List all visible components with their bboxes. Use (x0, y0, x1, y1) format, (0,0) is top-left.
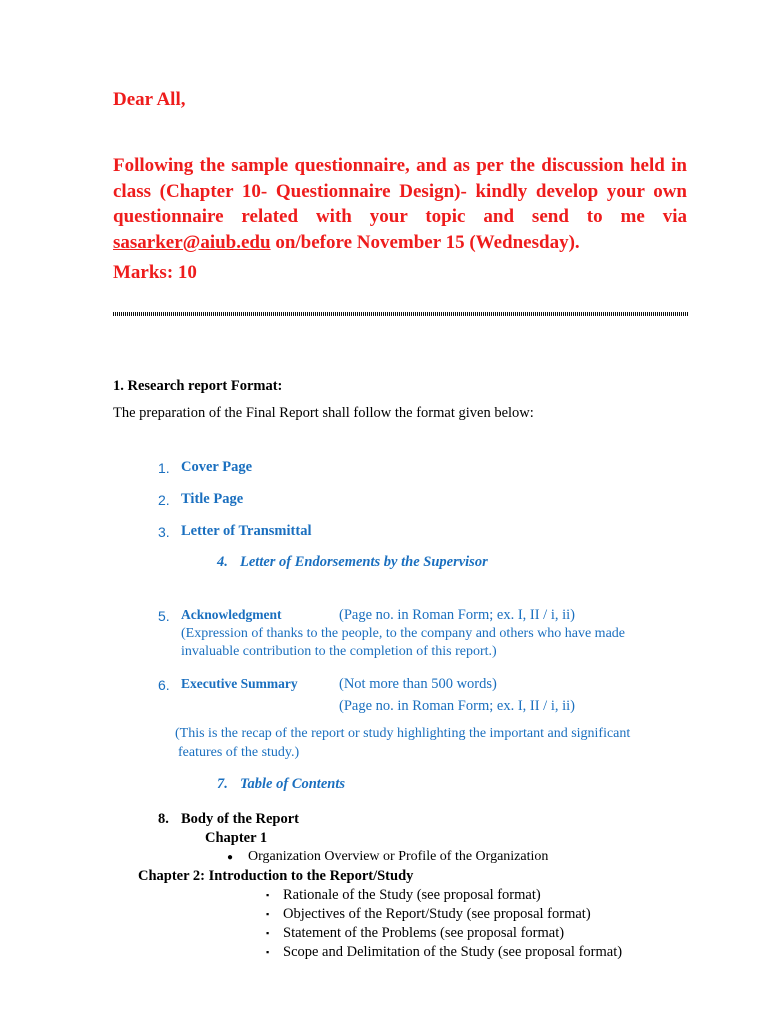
chapter-2-item: Rationale of the Study (see proposal format) (283, 887, 541, 903)
bullet-square-icon: ▪ (266, 909, 270, 919)
item-number: 5. (158, 608, 170, 624)
item-number: 4. (217, 554, 228, 570)
item-table-of-contents: Table of Contents (240, 776, 346, 792)
exec-word-limit: (Not more than 500 words) (339, 676, 497, 692)
bullet-square-icon: ▪ (266, 890, 270, 900)
chapter-1-title: Chapter 1 (205, 830, 268, 846)
chapter-2-item: Statement of the Problems (see proposal format) (283, 925, 565, 941)
notice-deadline: on/before November 15 (Wednesday). (270, 231, 580, 253)
email-link[interactable]: sasarker@aiub.edu (113, 231, 271, 253)
item-cover-page: Cover Page (181, 459, 252, 475)
ack-page-note: (Page no. in Roman Form; ex. I, II / i, ii) (339, 607, 575, 623)
item-body-of-report: Body of the Report (181, 811, 300, 827)
item-number: 7. (217, 776, 228, 792)
marks-text: Marks: 10 (113, 262, 197, 283)
item-number: 1. (158, 460, 170, 476)
exec-description-cont: features of the study.) (178, 745, 300, 760)
bullet-square-icon: ▪ (266, 928, 270, 938)
item-number: 6. (158, 677, 170, 693)
chapter-1-item: Organization Overview or Profile of the Organization (248, 849, 549, 864)
section-heading: 1. Research report Format: (113, 378, 283, 394)
divider-rule (113, 312, 688, 316)
chapter-2-item: Objectives of the Report/Study (see proposal format) (283, 906, 591, 922)
notice-text: Following the sample questionnaire, and as per the discussion held in class (Chapter 10- Questionnaire Design)- kindly develop your own questionnaire related with your topic and send to me via (113, 155, 687, 227)
ack-description: (Expression of thanks to the people, to the company and others who have made (181, 626, 625, 641)
item-number: 8. (158, 811, 169, 827)
bullet-square-icon: ▪ (266, 947, 270, 957)
item-title-page: Title Page (181, 491, 244, 507)
chapter-2-item: Scope and Delimitation of the Study (see proposal format) (283, 944, 623, 960)
item-number: 2. (158, 492, 170, 508)
item-number: 3. (158, 524, 170, 540)
exec-description: (This is the recap of the report or study highlighting the important and significant (175, 726, 631, 741)
exec-page-note: (Page no. in Roman Form; ex. I, II / i, ii) (339, 698, 575, 714)
section-intro: The preparation of the Final Report shall follow the format given below: (113, 405, 534, 421)
chapter-2-title: Chapter 2: Introduction to the Report/Study (138, 868, 414, 884)
assignment-notice (113, 153, 687, 255)
item-acknowledgment: Acknowledgment (181, 607, 282, 622)
item-letter-of-transmittal: Letter of Transmittal (181, 523, 312, 539)
item-letter-of-endorsements: Letter of Endorsements by the Supervisor (240, 554, 488, 570)
greeting: Dear All, (113, 89, 186, 110)
item-executive-summary: Executive Summary (181, 676, 298, 691)
bullet-dot-icon: ● (227, 852, 234, 863)
ack-description-cont: invaluable contribution to the completion of this report.) (181, 644, 497, 659)
